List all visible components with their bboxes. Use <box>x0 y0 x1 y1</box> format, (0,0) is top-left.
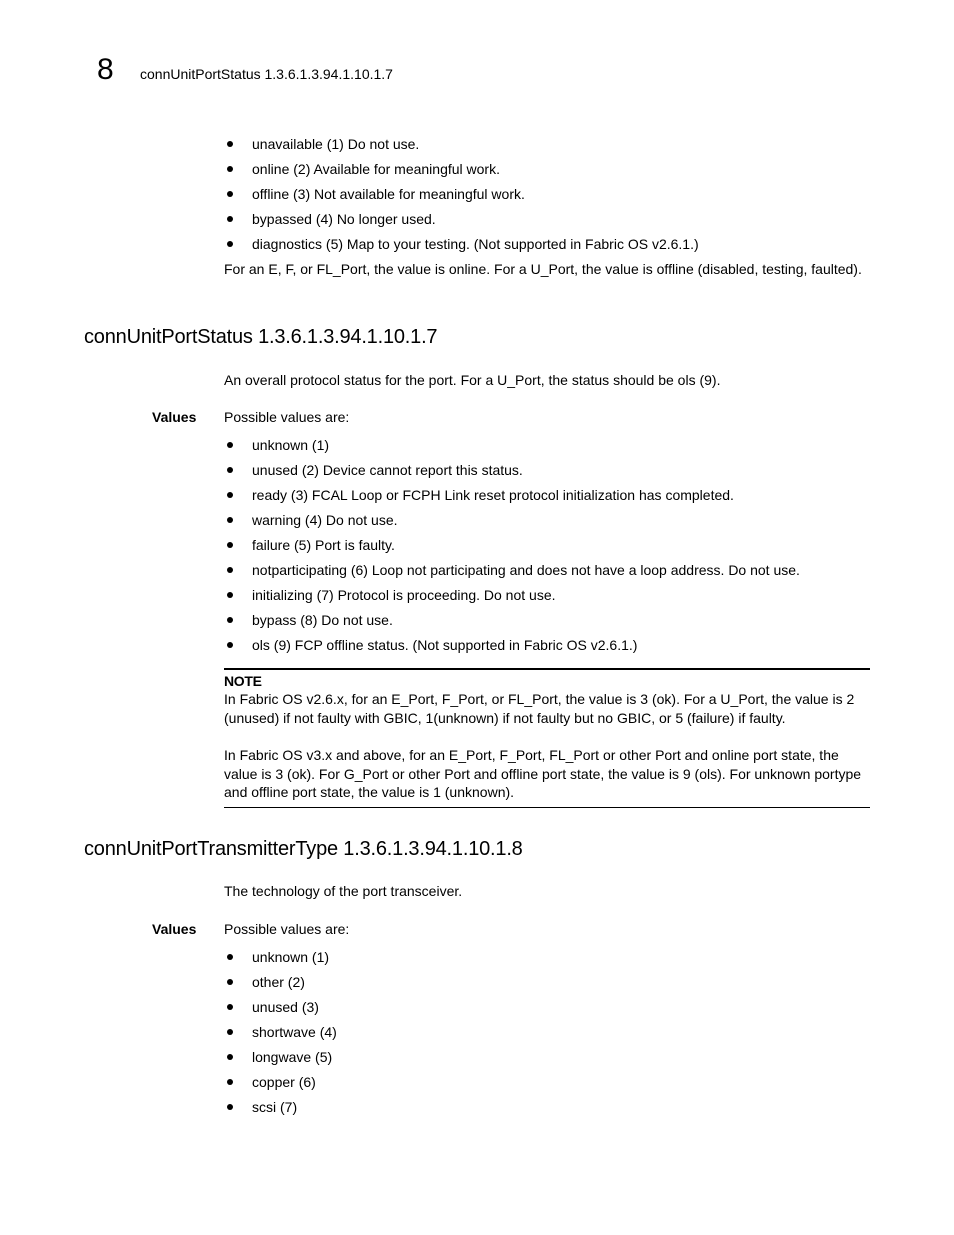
list-item-text: ready (3) FCAL Loop or FCPH Link reset protocol initialization has completed. <box>252 487 734 503</box>
note-label: NOTE <box>224 673 262 689</box>
bullet-icon <box>227 166 233 172</box>
list-item <box>224 235 884 260</box>
list-item <box>224 948 884 973</box>
list-item <box>224 210 884 235</box>
bullet-icon <box>227 954 233 960</box>
list-item-text: unknown (1) <box>252 437 330 453</box>
bullet-icon <box>227 1104 233 1110</box>
list-item <box>224 636 884 661</box>
bullet-icon <box>227 1079 233 1085</box>
bullet-icon <box>227 141 233 147</box>
chapter-number: 8 <box>97 53 114 86</box>
bullet-icon <box>227 492 233 498</box>
list-item-text: online (2) Available for meaningful work. <box>252 161 500 177</box>
values-intro: Possible values are: <box>224 409 350 425</box>
bullet-icon <box>227 617 233 623</box>
section-description: The technology of the port transceiver. <box>224 883 463 899</box>
bullet-icon <box>227 592 233 598</box>
list-item-text: initializing (7) Protocol is proceeding. Do not use. <box>252 587 556 603</box>
list-item <box>224 1073 884 1098</box>
list-item-text: bypass (8) Do not use. <box>252 612 393 628</box>
bullet-icon <box>227 442 233 448</box>
list-item <box>224 586 884 611</box>
bullet-icon <box>227 1054 233 1060</box>
list-item-text: notparticipating (6) Loop not participating and does not have a loop address. Do not use. <box>252 562 800 578</box>
list-item <box>224 1048 884 1073</box>
list-item <box>224 511 884 536</box>
bullet-icon <box>227 1004 233 1010</box>
list-item <box>224 185 884 210</box>
values-intro: Possible values are: <box>224 921 350 937</box>
list-item <box>224 973 884 998</box>
bullet-icon <box>227 979 233 985</box>
section-description: An overall protocol status for the port. For a U_Port, the status should be ols (9). <box>224 372 721 388</box>
bullet-icon <box>227 567 233 573</box>
running-title: connUnitPortStatus 1.3.6.1.3.94.1.10.1.7 <box>140 66 393 82</box>
values-label: Values <box>152 409 197 425</box>
list-item <box>224 1098 884 1123</box>
bullet-icon <box>227 191 233 197</box>
section-heading-transmitter-type: connUnitPortTransmitterType 1.3.6.1.3.94.1.10.1.8 <box>84 838 523 860</box>
list-item <box>224 461 884 486</box>
values-label: Values <box>152 921 197 937</box>
list-item-text: unknown (1) <box>252 949 330 965</box>
bullet-icon <box>227 642 233 648</box>
bullet-icon <box>227 467 233 473</box>
list-item-text: offline (3) Not available for meaningful work. <box>252 186 525 202</box>
list-item-text: unused (2) Device cannot report this status. <box>252 462 523 478</box>
list-item-text: longwave (5) <box>252 1049 333 1065</box>
list-item-text: unavailable (1) Do not use. <box>252 136 420 152</box>
list-item-text: unused (3) <box>252 999 319 1015</box>
note-paragraph: In Fabric OS v3.x and above, for an E_Port, F_Port, FL_Port or other Port and online port state, the value is 3 (ok). For G_Port or other Port and offline port state, the value is 9 (ols). For unknown portype and offline port state, the value is 1 (unknown). <box>224 747 862 800</box>
list-item-text: failure (5) Port is faulty. <box>252 537 395 553</box>
list-item-text: shortwave (4) <box>252 1024 337 1040</box>
list-item-text: bypassed (4) No longer used. <box>252 211 436 227</box>
list-item <box>224 998 884 1023</box>
list-item-text: ols (9) FCP offline status. (Not supported in Fabric OS v2.6.1.) <box>252 637 638 653</box>
bullet-icon <box>227 216 233 222</box>
list-item <box>224 561 884 586</box>
list-item <box>224 135 884 160</box>
list-item-text: warning (4) Do not use. <box>252 512 398 528</box>
bullet-icon <box>227 1029 233 1035</box>
list-item <box>224 611 884 636</box>
list-item-text: diagnostics (5) Map to your testing. (Not supported in Fabric OS v2.6.1.) <box>252 236 699 252</box>
note-paragraph: In Fabric OS v2.6.x, for an E_Port, F_Port, or FL_Port, the value is 3 (ok). For a U_Port, the value is 2 (unused) if not faulty with GBIC, 1(unknown) if not faulty but no GBIC, or 5 (failure) if faulty. <box>224 691 855 726</box>
note-box <box>224 668 870 808</box>
bullet-icon <box>227 542 233 548</box>
bullet-icon <box>227 241 233 247</box>
port-status-value-list <box>224 436 884 661</box>
list-item-text: copper (6) <box>252 1074 316 1090</box>
section-heading-port-status: connUnitPortStatus 1.3.6.1.3.94.1.10.1.7 <box>84 326 438 348</box>
transmitter-type-value-list <box>224 948 884 1123</box>
list-item <box>224 1023 884 1048</box>
list-item <box>224 160 884 185</box>
intro-value-list <box>224 135 884 260</box>
bullet-icon <box>227 517 233 523</box>
list-item <box>224 536 884 561</box>
list-item-text: other (2) <box>252 974 305 990</box>
list-item-text: scsi (7) <box>252 1099 298 1115</box>
list-item <box>224 486 884 511</box>
intro-paragraph: For an E, F, or FL_Port, the value is online. For a U_Port, the value is offline (disabled, testing, faulted). <box>224 261 862 277</box>
list-item <box>224 436 884 461</box>
